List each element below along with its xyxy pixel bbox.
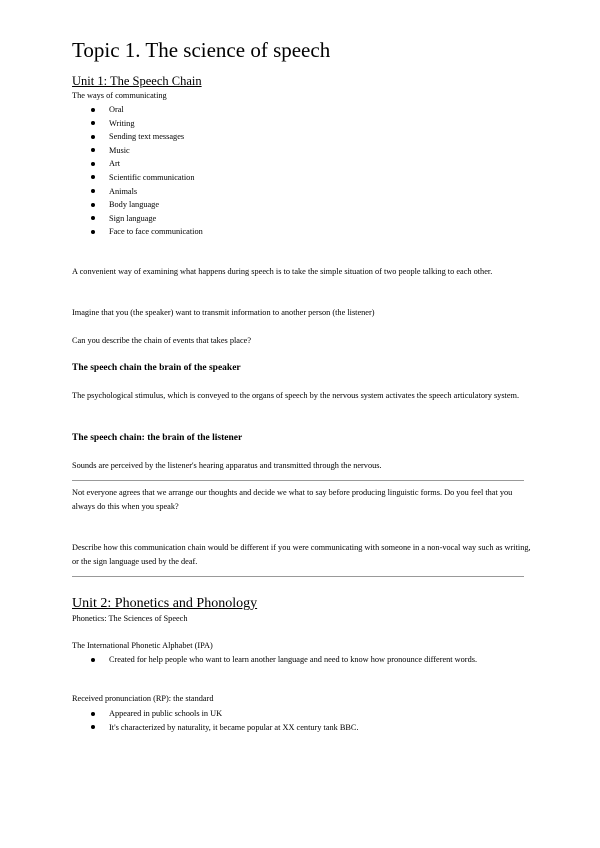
list-item: Appeared in public schools in UK (91, 707, 531, 721)
list-item: Animals (91, 185, 391, 199)
listener-heading: The speech chain: the brain of the listener (72, 433, 243, 443)
list-item: Face to face communication (91, 225, 391, 239)
list-item: Writing (91, 117, 391, 131)
speaker-heading: The speech chain the brain of the speaker (72, 363, 241, 373)
question: Describe how this communication chain would be different if you were communicating with someone in a non-vocal way such as writing, or the sign language used by the deaf. (72, 543, 531, 566)
paragraph: The psychological stimulus, which is conveyed to the organs of speech by the nervous system activates the speech articulatory system. (72, 391, 520, 400)
list-item: Sign language (91, 212, 391, 226)
list-item: Art (91, 157, 391, 171)
paragraph: A convenient way of examining what happens during speech is to take the simple situation of two people talking to each other. (72, 267, 493, 276)
divider (72, 576, 524, 577)
list-item: Scientific communication (91, 171, 391, 185)
ways-label: The ways of communicating (72, 91, 167, 100)
paragraph: Imagine that you (the speaker) want to transmit information to another person (the listener) (72, 308, 375, 317)
rp-label: Received pronunciation (RP): the standard (72, 694, 214, 703)
list-item: Created for help people who want to learn another language and need to know how pronounce different words. (91, 653, 531, 667)
question: Not everyone agrees that we arrange our thoughts and decide we what to say before producing linguistic forms. Do you feel that you always do this when you speak? (72, 488, 513, 511)
page-title: Topic 1. The science of speech (72, 38, 331, 62)
paragraph: Can you describe the chain of events that takes place? (72, 336, 252, 345)
ipa-label: The International Phonetic Alphabet (IPA) (72, 641, 213, 650)
list-item: Music (91, 144, 391, 158)
list-item: Body language (91, 198, 391, 212)
unit2-heading: Unit 2: Phonetics and Phonology (72, 596, 258, 611)
ways-list (91, 103, 391, 239)
unit1-heading: Unit 1: The Speech Chain (72, 74, 202, 88)
rp-list (91, 707, 531, 734)
divider (72, 480, 524, 481)
list-item: Sending text messages (91, 130, 391, 144)
paragraph: Sounds are perceived by the listener's hearing apparatus and transmitted through the nervous. (72, 461, 382, 470)
list-item: It's characterized by naturality, it became popular at XX century tank BBC. (91, 721, 531, 735)
list-item: Oral (91, 103, 391, 117)
unit2-subtitle: Phonetics: The Sciences of Speech (72, 614, 188, 623)
ipa-list (91, 653, 531, 667)
